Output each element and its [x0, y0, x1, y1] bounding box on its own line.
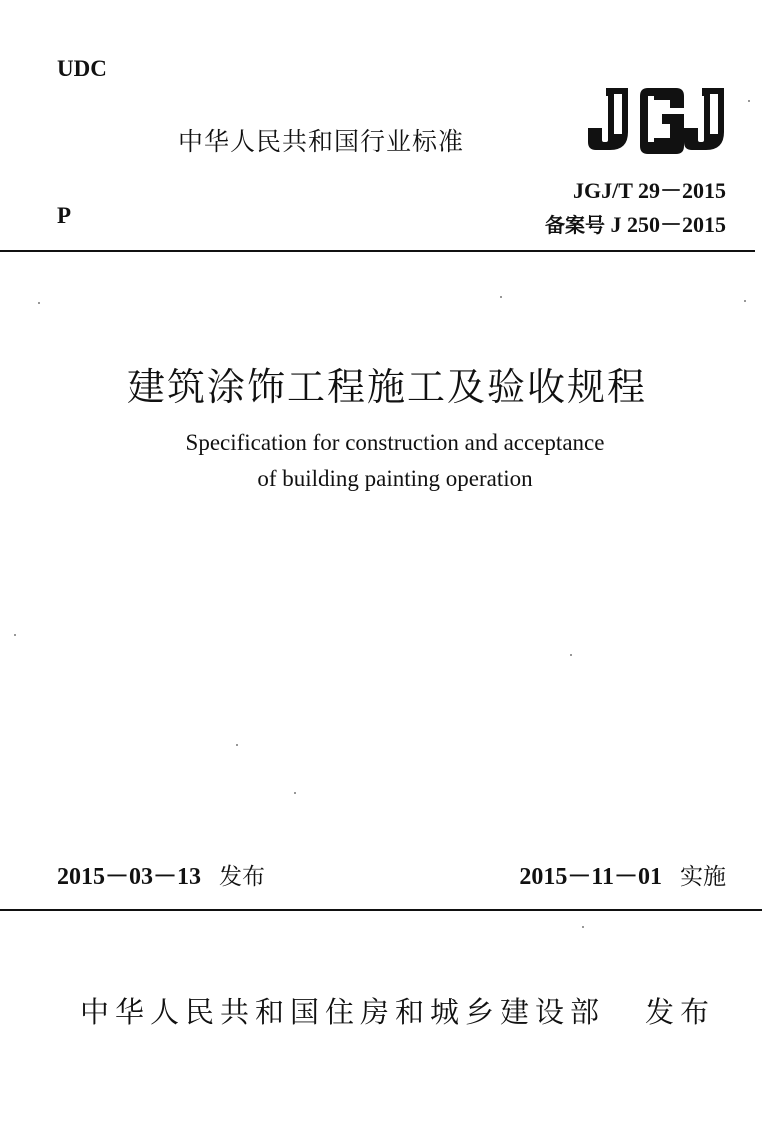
scan-speck — [294, 792, 296, 794]
top-divider — [0, 250, 755, 252]
publisher-name: 中华人民共和国住房和城乡建设部 — [80, 995, 606, 1029]
scan-speck — [38, 302, 40, 304]
title-english-line-1: Specification for construction and acceptance — [185, 430, 605, 455]
jgj-logo — [586, 82, 732, 156]
classification-code: P — [57, 203, 72, 228]
scan-speck — [744, 300, 746, 302]
publisher — [80, 990, 715, 1031]
title-english-line-2: of building painting operation — [257, 466, 533, 491]
issue-date-value: 2015－03－13 — [57, 864, 201, 890]
implement-date — [519, 856, 726, 891]
bottom-divider — [0, 909, 762, 911]
issue-label: 发布 — [219, 864, 265, 890]
scan-speck — [14, 634, 16, 636]
implement-date-value: 2015－11－01 — [519, 864, 662, 890]
issue-date — [57, 856, 265, 891]
record-label: 备案号 — [544, 213, 605, 237]
record-value: J 250－2015 — [610, 212, 726, 237]
scan-speck — [500, 296, 502, 298]
scan-speck — [582, 926, 584, 928]
publisher-action: 发布 — [645, 995, 716, 1029]
title-chinese: 建筑涂饰工程施工及验收规程 — [126, 365, 647, 409]
standard-code: JGJ/T 29－2015 — [572, 178, 726, 203]
standard-type: 中华人民共和国行业标准 — [178, 127, 465, 156]
scan-speck — [236, 744, 238, 746]
record-number — [545, 208, 726, 239]
scan-speck — [570, 654, 572, 656]
title-english — [0, 425, 774, 497]
scan-speck — [748, 100, 750, 102]
udc-label: UDC — [57, 56, 107, 81]
implement-label: 实施 — [680, 864, 726, 890]
